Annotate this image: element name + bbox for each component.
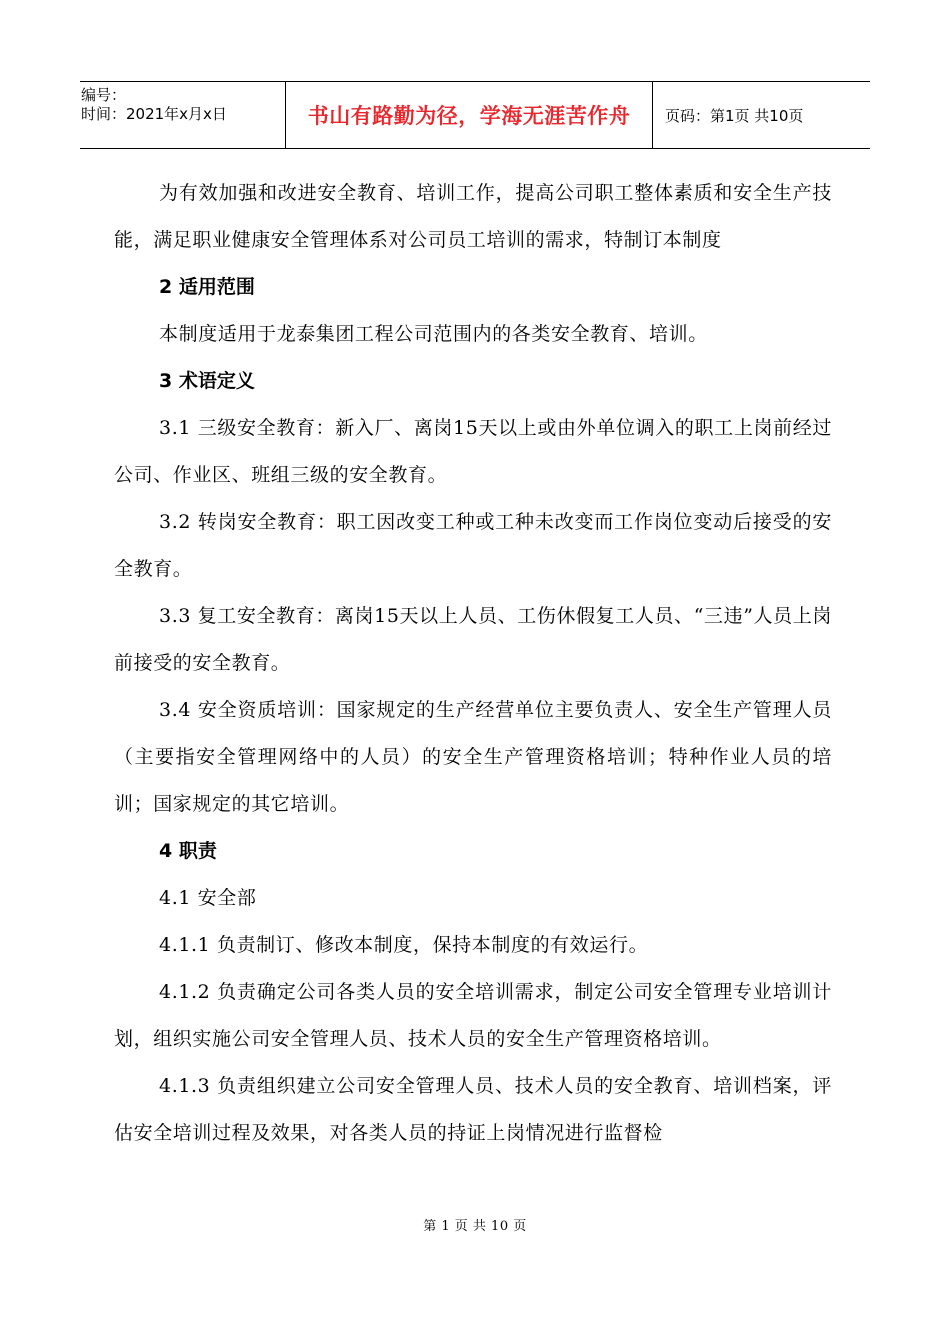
clause-4-1-3: 4.1.3 负责组织建立公司安全管理人员、技术人员的安全教育、培训档案，评估安全培训过程及效果，对各类人员的持证上岗情况进行监督检: [114, 1075, 832, 1144]
header-page-info: 页码：第1页 共10页: [665, 106, 804, 125]
page-footer: 第 1 页 共 10 页: [423, 1219, 527, 1234]
document-body: [114, 170, 832, 1157]
date-label: 时间：2021年x月x日: [81, 105, 227, 123]
clause-4-1-2: 4.1.2 负责确定公司各类人员的安全培训需求，制定公司安全管理专业培训计划，组织实施公司安全管理人员、技术人员的安全生产管理资格培训。: [114, 981, 832, 1050]
clause-4-1: 4.1 安全部: [159, 887, 257, 909]
clause-4-1-1: 4.1.1 负责制订、修改本制度，保持本制度的有效运行。: [159, 934, 649, 956]
section-2-heading: 2 适用范围: [159, 276, 255, 298]
section-3-heading: 3 术语定义: [159, 370, 255, 392]
clause-3-4: 3.4 安全资质培训：国家规定的生产经营单位主要负责人、安全生产管理人员（主要指安全管理网络中的人员）的安全生产管理资格培训；特种作业人员的培训；国家规定的其它培训。: [114, 699, 832, 815]
clause-3-3: 3.3 复工安全教育：离岗15天以上人员、工伤休假复工人员、“三违”人员上岗前接受的安全教育。: [114, 605, 832, 674]
section-4-heading: 4 职责: [159, 840, 217, 862]
intro-paragraph: 为有效加强和改进安全教育、培训工作，提高公司职工整体素质和安全生产技能，满足职业健康安全管理体系对公司员工培训的需求，特制订本制度: [114, 182, 832, 251]
clause-3-1: 3.1 三级安全教育：新入厂、离岗15天以上或由外单位调入的职工上岗前经过公司、作业区、班组三级的安全教育。: [114, 417, 832, 486]
header-motto: 书山有路勤为径，学海无涯苦作舟: [285, 82, 653, 148]
section-2-text: 本制度适用于龙泰集团工程公司范围内的各类安全教育、培训。: [159, 323, 708, 345]
header-meta: [80, 82, 285, 148]
doc-number-label: 编号：: [81, 86, 127, 104]
clause-3-2: 3.2 转岗安全教育：职工因改变工种或工种未改变而工作岗位变动后接受的安全教育。: [114, 511, 832, 580]
page-header: [80, 81, 870, 149]
